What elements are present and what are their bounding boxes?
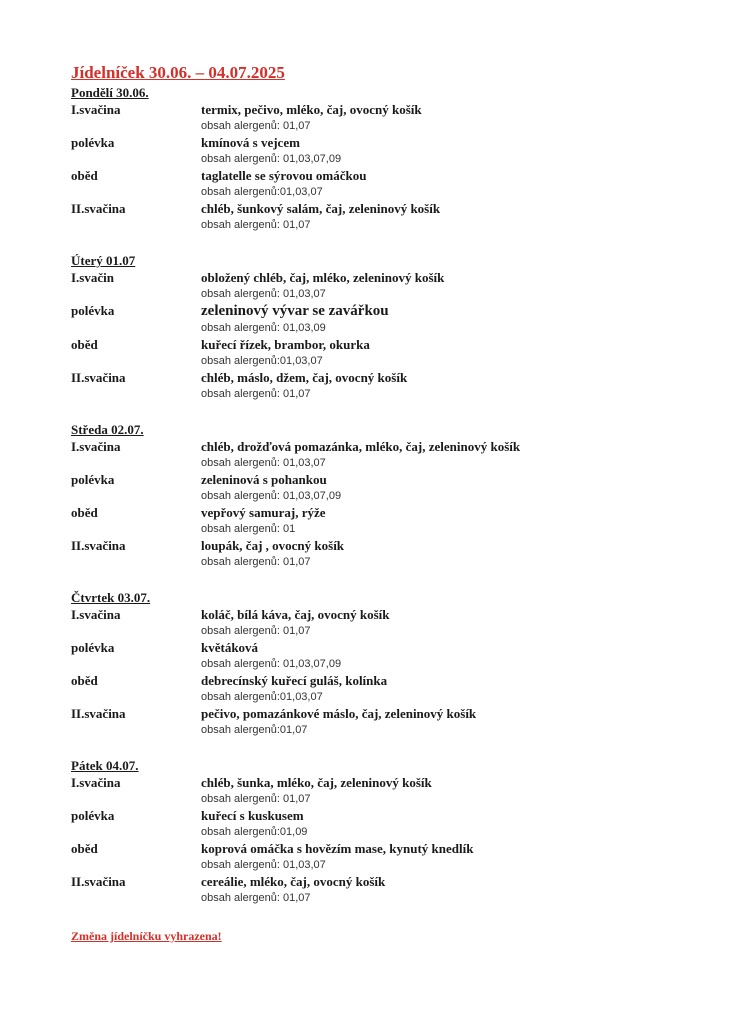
meal-food: chléb, šunka, mléko, čaj, zeleninový košík [201,775,432,790]
meal-label: polévka [71,472,115,487]
meal-body [201,167,691,200]
meal-row [71,606,691,639]
menu-days [71,84,691,925]
meal-label: oběd [71,505,98,520]
meal-label: oběd [71,673,98,688]
meal-label: oběd [71,337,98,352]
day-heading: Úterý 01.07 [71,253,136,268]
meal-row [71,167,691,200]
meal-row [71,774,691,807]
meal-label: I.svačin [71,270,114,285]
meal-food: termix, pečivo, mléko, čaj, ovocný košík [201,102,422,117]
meal-row [71,302,691,336]
meal-allergens: obsah alergenů: 01 [201,523,296,535]
meal-body [201,336,691,369]
meal-food: loupák, čaj , ovocný košík [201,538,345,553]
day-section [71,589,691,738]
meal-row [71,504,691,537]
meal-body [201,705,691,738]
meal-allergens: obsah alergenů: 01,03,07,09 [201,658,342,670]
meal-body [201,369,691,402]
meal-allergens: obsah alergenů: 01,07 [201,556,311,568]
meal-body [201,471,691,504]
meal-body [201,840,691,873]
meal-allergens: obsah alergenů: 01,03,07,09 [201,153,342,165]
meal-label: polévka [71,135,115,150]
day-section [71,252,691,402]
meal-food: vepřový samuraj, rýže [201,505,326,520]
meal-allergens: obsah alergenů: 01,03,07,09 [201,490,342,502]
meal-food: květáková [201,640,259,655]
meal-body [201,134,691,167]
meal-body [201,639,691,672]
meal-allergens: obsah alergenů:01,09 [201,826,308,838]
menu-change-notice: Změna jídelníčku vyhrazena! [71,929,222,943]
meal-body [201,873,691,906]
meal-food: kuřecí s kuskusem [201,808,304,823]
meal-food: kmínová s vejcem [201,135,300,150]
meal-row [71,537,691,570]
meal-row [71,200,691,233]
meal-food: obložený chléb, čaj, mléko, zeleninový košík [201,270,445,285]
meal-food: taglatelle se sýrovou omáčkou [201,168,367,183]
meal-label: II.svačina [71,538,126,553]
meal-body [201,302,691,336]
meal-body [201,606,691,639]
meal-food: chléb, šunkový salám, čaj, zeleninový košík [201,201,441,216]
meal-food: cereálie, mléko, čaj, ovocný košík [201,874,386,889]
meal-label: oběd [71,841,98,856]
meal-row [71,438,691,471]
meal-label: oběd [71,168,98,183]
meal-body [201,101,691,134]
meal-body [201,774,691,807]
meal-row [71,269,691,302]
meal-body [201,537,691,570]
meal-food: zeleninový vývar se zavářkou [201,303,389,319]
meal-label: II.svačina [71,201,126,216]
meal-label: I.svačina [71,607,121,622]
meal-label: II.svačina [71,370,126,385]
meal-body [201,504,691,537]
meal-row [71,336,691,369]
meal-allergens: obsah alergenů: 01,07 [201,793,311,805]
meal-food: koláč, bílá káva, čaj, ovocný košík [201,607,390,622]
meal-food: kuřecí řízek, brambor, okurka [201,337,370,352]
meal-allergens: obsah alergenů: 01,03,09 [201,322,326,334]
meal-body [201,807,691,840]
meal-allergens: obsah alergenů: 01,07 [201,892,311,904]
meal-food: chléb, drožďová pomazánka, mléko, čaj, zeleninový košík [201,439,521,454]
meal-allergens: obsah alergenů:01,03,07 [201,186,323,198]
meal-label: I.svačina [71,439,121,454]
meal-allergens: obsah alergenů: 01,03,07 [201,859,326,871]
meal-food: pečivo, pomazánkové máslo, čaj, zeleninový košík [201,706,477,721]
meal-allergens: obsah alergenů:01,03,07 [201,355,323,367]
day-heading: Středa 02.07. [71,422,144,437]
meal-row [71,471,691,504]
meal-allergens: obsah alergenů: 01,03,07 [201,288,326,300]
meal-body [201,269,691,302]
meal-food: debrecínský kuřecí guláš, kolínka [201,673,388,688]
meal-row [71,840,691,873]
menu-title: Jídelníček 30.06. – 04.07.2025 [71,63,285,82]
day-heading: Pondělí 30.06. [71,85,149,100]
meal-label: II.svačina [71,874,126,889]
day-section [71,84,691,233]
meal-allergens: obsah alergenů:01,03,07 [201,691,323,703]
meal-food: zeleninová s pohankou [201,472,327,487]
meal-allergens: obsah alergenů:01,07 [201,724,308,736]
meal-body [201,672,691,705]
day-section [71,421,691,570]
meal-row [71,639,691,672]
meal-allergens: obsah alergenů: 01,07 [201,388,311,400]
meal-row [71,807,691,840]
meal-food: chléb, máslo, džem, čaj, ovocný košík [201,370,408,385]
meal-body [201,200,691,233]
meal-body [201,438,691,471]
meal-row [71,705,691,738]
meal-label: polévka [71,303,115,318]
meal-label: II.svačina [71,706,126,721]
meal-allergens: obsah alergenů: 01,03,07 [201,457,326,469]
meal-row [71,672,691,705]
meal-food: koprová omáčka s hovězím mase, kynutý knedlík [201,841,474,856]
meal-allergens: obsah alergenů: 01,07 [201,625,311,637]
meal-allergens: obsah alergenů: 01,07 [201,219,311,231]
meal-label: polévka [71,640,115,655]
meal-row [71,101,691,134]
meal-row [71,369,691,402]
meal-row [71,134,691,167]
meal-row [71,873,691,906]
day-heading: Pátek 04.07. [71,758,139,773]
meal-allergens: obsah alergenů: 01,07 [201,120,311,132]
day-heading: Čtvrtek 03.07. [71,590,151,605]
meal-label: polévka [71,808,115,823]
meal-label: I.svačina [71,775,121,790]
meal-label: I.svačina [71,102,121,117]
day-section [71,757,691,906]
